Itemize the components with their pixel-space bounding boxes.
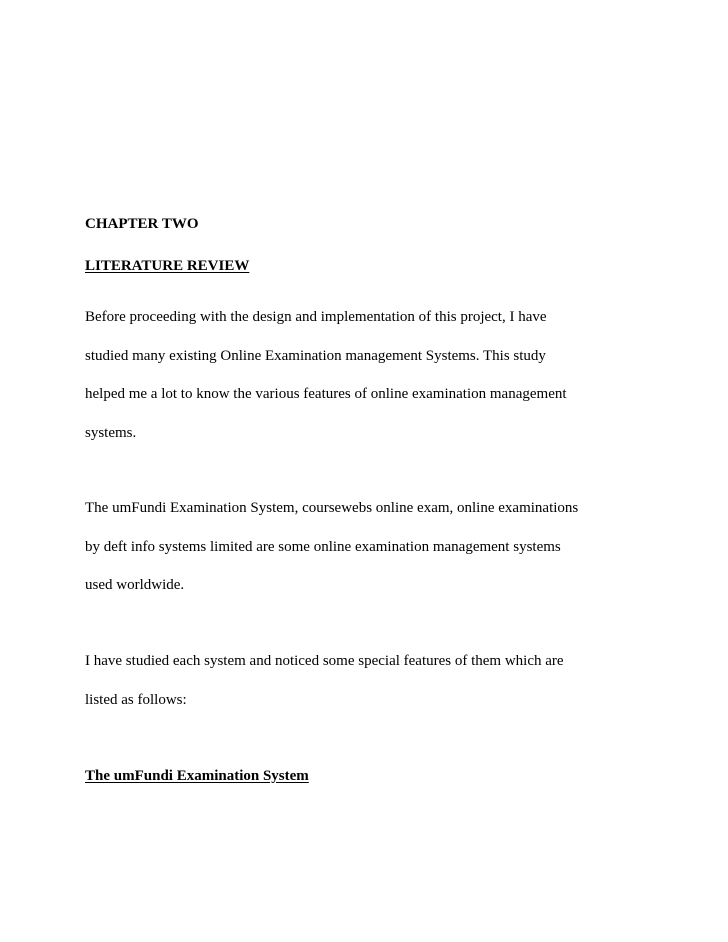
paragraph-line: The umFundi Examination System, coursewebs online exam, online examinations <box>85 500 579 516</box>
paragraph-line: systems. <box>85 425 137 441</box>
paragraph-line: listed as follows: <box>85 692 187 708</box>
paragraph-line: by deft info systems limited are some online examination management systems <box>85 539 561 555</box>
paragraph-line: studied many existing Online Examination management Systems. This study <box>85 348 546 364</box>
paragraph-line: I have studied each system and noticed some special features of them which are <box>85 653 564 669</box>
paragraph-line: Before proceeding with the design and implementation of this project, I have <box>85 309 547 325</box>
chapter-title: LITERATURE REVIEW <box>85 258 250 274</box>
paragraph-line: helped me a lot to know the various features of online examination management <box>85 386 567 402</box>
paragraph-line: used worldwide. <box>85 577 185 593</box>
chapter-number-heading: CHAPTER TWO <box>85 216 199 232</box>
section-subheading: The umFundi Examination System <box>85 768 309 784</box>
